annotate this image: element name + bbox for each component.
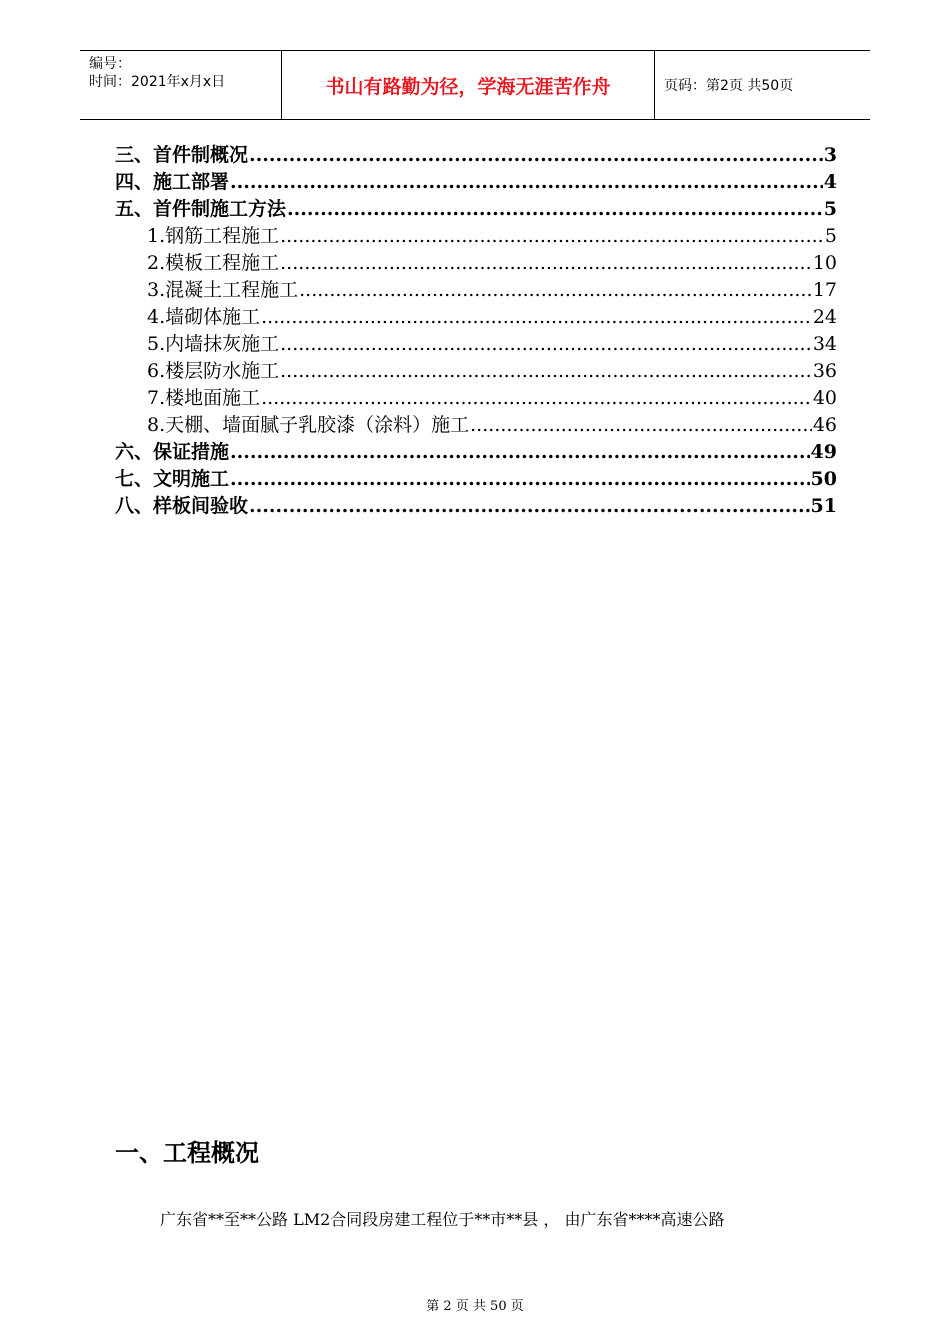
toc-leader-dots — [470, 414, 812, 436]
toc-entry-title: 六、保证措施 — [115, 441, 230, 463]
toc-leader-dots — [299, 279, 812, 301]
toc-entry[interactable] — [115, 464, 837, 491]
toc-entry-title: 七、文明施工 — [115, 468, 230, 490]
toc-entry-page: 17 — [812, 279, 837, 301]
toc-entry[interactable] — [115, 356, 837, 383]
toc-entry[interactable] — [115, 140, 837, 167]
header-motto: 书山有路勤为径，学海无涯苦作舟 — [282, 51, 655, 119]
header-time-label: 时间：2021年x月x日 — [89, 74, 226, 90]
toc-leader-dots — [280, 252, 812, 274]
toc-entry[interactable] — [115, 221, 837, 248]
toc-leader-dots — [261, 387, 812, 409]
toc-leader-dots — [249, 144, 823, 166]
toc-entry[interactable] — [115, 167, 837, 194]
header-number-label: 编号： — [89, 56, 131, 72]
toc-entry-page: 34 — [812, 333, 837, 355]
toc-entry-page: 46 — [812, 414, 837, 436]
toc-entry[interactable] — [115, 194, 837, 221]
toc-leader-dots — [230, 171, 823, 193]
toc-entry[interactable] — [115, 329, 837, 356]
toc-entry[interactable] — [115, 275, 837, 302]
toc-entry-page: 51 — [810, 495, 837, 517]
toc-entry-title: 八、样板间验收 — [115, 495, 249, 517]
toc-entry-page: 10 — [812, 252, 837, 274]
toc-entry-title: 1.钢筋工程施工 — [147, 225, 280, 247]
toc-leader-dots — [280, 360, 812, 382]
toc-entry-page: 3 — [823, 144, 837, 166]
toc-entry-title: 五、首件制施工方法 — [115, 198, 287, 220]
toc-entry-page: 24 — [812, 306, 837, 328]
header-page-code: 页码：第2页 共50页 — [664, 78, 794, 94]
toc-entry-title: 4.墙砌体施工 — [147, 306, 261, 328]
toc-entry-page: 36 — [812, 360, 837, 382]
section-heading: 一、工程概况 — [115, 1139, 259, 1167]
toc-leader-dots — [230, 441, 810, 463]
header-info-cell — [80, 51, 282, 119]
toc-entry[interactable] — [115, 383, 837, 410]
toc-entry[interactable] — [115, 410, 837, 437]
toc-entry-title: 6.楼层防水施工 — [147, 360, 280, 382]
page-footer: 第 2 页 共 50 页 — [426, 1299, 524, 1314]
toc-entry-page: 5 — [823, 198, 837, 220]
page-header — [80, 50, 870, 120]
toc-entry[interactable] — [115, 491, 837, 518]
toc-entry-page: 4 — [823, 171, 837, 193]
toc-entry-title: 7.楼地面施工 — [147, 387, 261, 409]
toc-entry[interactable] — [115, 302, 837, 329]
toc-entry-title: 8.天棚、墙面腻子乳胶漆（涂料）施工 — [147, 414, 470, 436]
toc-entry-page: 5 — [824, 225, 837, 247]
toc-leader-dots — [261, 306, 812, 328]
toc-entry-title: 3.混凝土工程施工 — [147, 279, 299, 301]
toc-leader-dots — [249, 495, 810, 517]
toc-entry-page: 40 — [812, 387, 837, 409]
toc-entry-title: 5.内墙抹灰施工 — [147, 333, 280, 355]
toc-entry-page: 49 — [810, 441, 837, 463]
toc-entry-title: 2.模板工程施工 — [147, 252, 280, 274]
toc-leader-dots — [230, 468, 810, 490]
toc-entry-title: 三、首件制概况 — [115, 144, 249, 166]
toc-leader-dots — [280, 225, 824, 247]
toc-entry-page: 50 — [810, 468, 837, 490]
toc-leader-dots — [280, 333, 812, 355]
toc-leader-dots — [287, 198, 823, 220]
toc-entry[interactable] — [115, 437, 837, 464]
toc-entry-title: 四、施工部署 — [115, 171, 230, 193]
table-of-contents — [115, 140, 837, 518]
toc-entry[interactable] — [115, 248, 837, 275]
body-paragraph: 广东省**至**公路 LM2合同段房建工程位于**市**县 ， 由广东省****高速公路 — [160, 1210, 725, 1229]
